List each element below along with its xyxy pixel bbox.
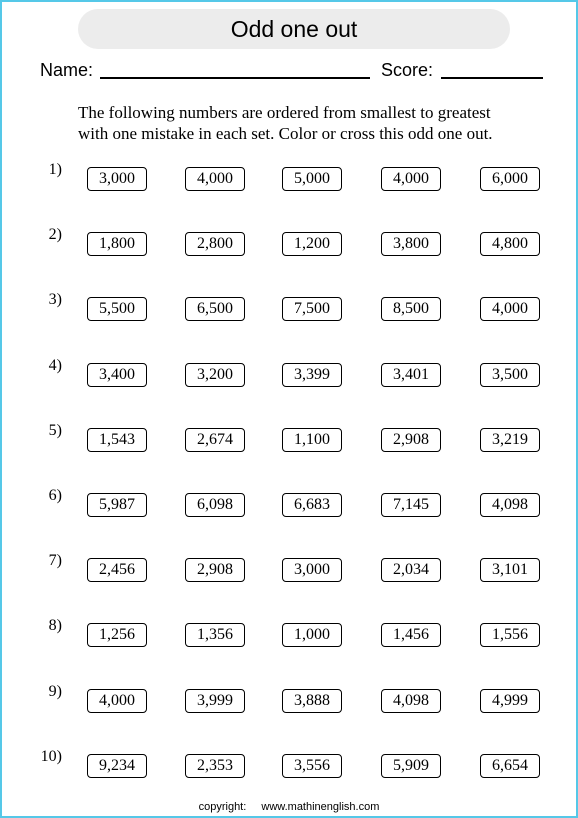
number-box[interactable]: 1,000 [282,623,342,647]
number-box[interactable]: 2,800 [185,232,245,256]
number-box[interactable]: 3,000 [87,167,147,191]
problem-row [2,226,576,262]
number-box[interactable]: 3,401 [381,363,441,387]
number-box[interactable]: 4,000 [87,689,147,713]
score-field[interactable] [441,77,543,79]
number-box[interactable]: 1,800 [87,232,147,256]
number-box[interactable]: 3,999 [185,689,245,713]
name-label: Name: [40,60,94,80]
number-box[interactable]: 2,034 [381,558,441,582]
problem-row [2,552,576,588]
problem-number: 1) [48,161,62,178]
number-box[interactable]: 5,909 [381,754,441,778]
footer [2,801,576,813]
problem-number: 9) [48,683,62,700]
website-link[interactable]: www.mathinenglish.com [261,801,380,813]
number-box[interactable]: 4,098 [381,689,441,713]
number-box[interactable]: 5,987 [87,493,147,517]
number-box[interactable]: 3,399 [282,363,342,387]
number-box[interactable]: 3,800 [381,232,441,256]
number-box[interactable]: 1,543 [87,428,147,452]
number-box[interactable]: 2,353 [185,754,245,778]
number-box[interactable]: 2,674 [185,428,245,452]
problem-number: 10) [40,748,62,765]
number-box[interactable]: 3,888 [282,689,342,713]
number-box[interactable]: 4,999 [480,689,540,713]
copyright-label: copyright: [198,801,247,813]
number-box[interactable]: 3,000 [282,558,342,582]
number-box[interactable]: 1,356 [185,623,245,647]
number-box[interactable]: 7,145 [381,493,441,517]
problem-row [2,748,576,784]
instructions-line: The following numbers are ordered from smallest to greatest [78,103,491,122]
number-box[interactable]: 3,556 [282,754,342,778]
problem-row [2,422,576,458]
name-field[interactable] [100,77,370,79]
instructions [78,102,548,144]
number-box[interactable]: 6,654 [480,754,540,778]
number-box[interactable]: 9,234 [87,754,147,778]
number-box[interactable]: 1,100 [282,428,342,452]
number-box[interactable]: 5,000 [282,167,342,191]
problem-row [2,683,576,719]
problem-row [2,487,576,523]
number-box[interactable]: 2,908 [185,558,245,582]
number-box[interactable]: 7,500 [282,297,342,321]
problem-number: 5) [48,422,62,439]
number-box[interactable]: 4,098 [480,493,540,517]
problem-row [2,161,576,197]
worksheet-title: Odd one out [78,9,510,49]
number-box[interactable]: 1,556 [480,623,540,647]
number-box[interactable]: 5,500 [87,297,147,321]
number-box[interactable]: 3,500 [480,363,540,387]
number-box[interactable]: 4,800 [480,232,540,256]
number-box[interactable]: 1,256 [87,623,147,647]
number-box[interactable]: 4,000 [480,297,540,321]
problem-row [2,291,576,327]
problem-number: 2) [48,226,62,243]
problem-number: 6) [48,487,62,504]
number-box[interactable]: 3,101 [480,558,540,582]
score-label: Score: [381,60,434,80]
number-box[interactable]: 4,000 [381,167,441,191]
number-box[interactable]: 2,456 [87,558,147,582]
problem-number: 8) [48,617,62,634]
problem-row [2,617,576,653]
problem-row [2,357,576,393]
number-box[interactable]: 2,908 [381,428,441,452]
number-box[interactable]: 8,500 [381,297,441,321]
number-box[interactable]: 3,200 [185,363,245,387]
number-box[interactable]: 6,500 [185,297,245,321]
number-box[interactable]: 1,456 [381,623,441,647]
problem-number: 7) [48,552,62,569]
problem-number: 4) [48,357,62,374]
number-box[interactable]: 4,000 [185,167,245,191]
number-box[interactable]: 6,683 [282,493,342,517]
instructions-line: with one mistake in each set. Color or cross this odd one out. [78,124,493,143]
number-box[interactable]: 3,400 [87,363,147,387]
number-box[interactable]: 3,219 [480,428,540,452]
number-box[interactable]: 1,200 [282,232,342,256]
problem-number: 3) [48,291,62,308]
number-box[interactable]: 6,098 [185,493,245,517]
number-box[interactable]: 6,000 [480,167,540,191]
